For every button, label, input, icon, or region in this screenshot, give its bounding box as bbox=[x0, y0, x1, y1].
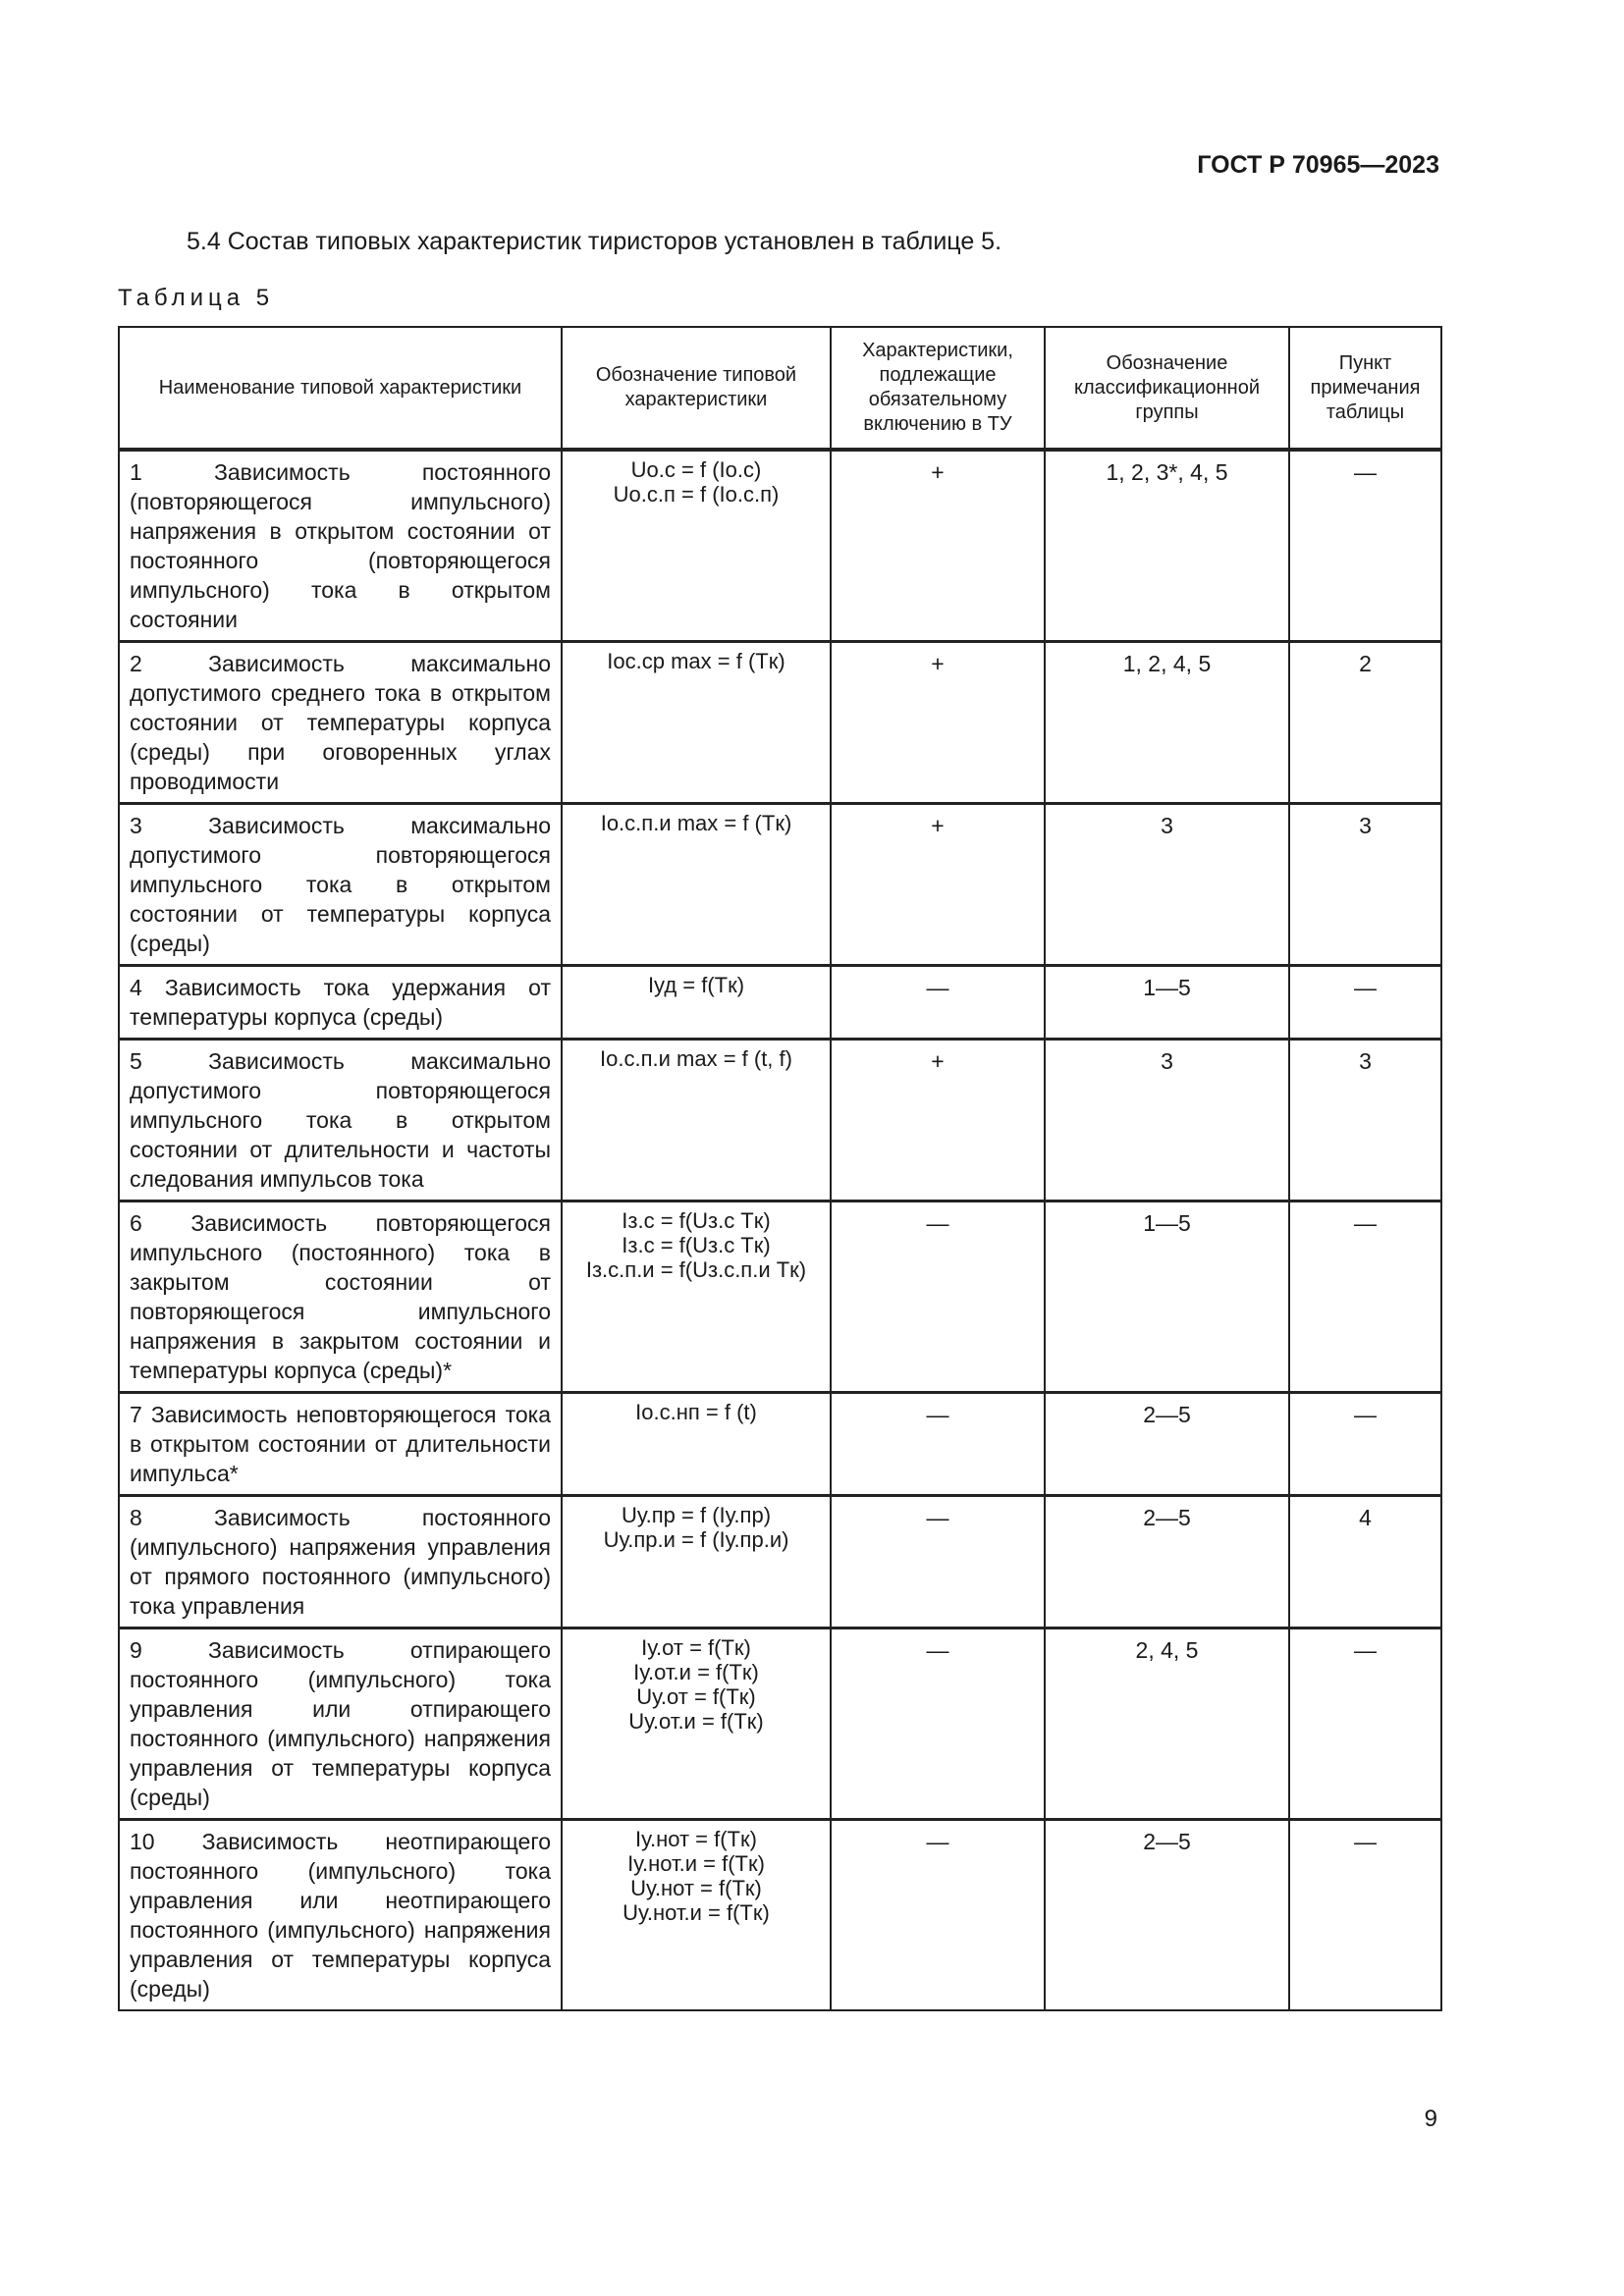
symbol-formula: Uо.с.п = f (Iо.с.п) bbox=[613, 482, 780, 507]
row-name: 7 Зависимость неповторяющегося тока в открытом состоянии от длительности импульса* bbox=[119, 1393, 562, 1496]
symbol-formula: Uу.от = f(Tк) bbox=[636, 1684, 756, 1709]
row-mandatory: — bbox=[831, 1393, 1045, 1496]
row-mandatory: — bbox=[831, 966, 1045, 1040]
row-mandatory: + bbox=[831, 642, 1045, 804]
table-row bbox=[119, 1629, 1441, 1820]
row-note: — bbox=[1289, 1629, 1441, 1820]
row-note: — bbox=[1289, 1820, 1441, 2011]
row-name: 4 Зависимость тока удержания от температуры корпуса (среды) bbox=[119, 966, 562, 1040]
characteristics-table bbox=[118, 326, 1442, 2011]
row-symbols bbox=[562, 450, 831, 642]
row-symbols bbox=[562, 1040, 831, 1201]
row-name: 6 Зависимость повторяющегося импульсного (постоянного) тока в закрытом состоянии от повторяющегося импульсного напряжения в закрытом состоянии и температуры корпуса (среды)* bbox=[119, 1201, 562, 1393]
symbol-formula: Uу.нот.и = f(Tк) bbox=[623, 1900, 770, 1925]
column-header-mandatory: Характеристики, подлежащие обязательному включению в ТУ bbox=[831, 327, 1045, 450]
row-name: 10 Зависимость неотпирающего постоянного (импульсного) тока управления или неотпирающего постоянного (импульсного) напряжения управления от температуры корпуса (среды) bbox=[119, 1820, 562, 2011]
row-note: 2 bbox=[1289, 642, 1441, 804]
row-mandatory: — bbox=[831, 1629, 1045, 1820]
symbol-formula: Iу.нот = f(Tк) bbox=[635, 1827, 757, 1851]
row-note: 4 bbox=[1289, 1496, 1441, 1629]
symbol-formula: Uу.от.и = f(Tк) bbox=[628, 1709, 764, 1734]
table-row bbox=[119, 1820, 1441, 2011]
page-number: 9 bbox=[1424, 2106, 1437, 2132]
row-symbols bbox=[562, 966, 831, 1040]
table-row bbox=[119, 642, 1441, 804]
symbol-formula: Uу.пр.и = f (Iу.пр.и) bbox=[603, 1527, 789, 1552]
table-row bbox=[119, 450, 1441, 642]
symbol-formula: Iз.с = f(Uз.с Tк) bbox=[622, 1233, 771, 1257]
row-symbols bbox=[562, 1393, 831, 1496]
row-mandatory: — bbox=[831, 1820, 1045, 2011]
symbol-formula: Iо.с.нп = f (t) bbox=[635, 1400, 757, 1424]
row-name: 5 Зависимость максимально допустимого повторяющегося импульсного тока в открытом состоянии от длительности и частоты следования импульсов тока bbox=[119, 1040, 562, 1201]
symbol-formula: Iу.нот.и = f(Tк) bbox=[627, 1851, 765, 1876]
symbol-formula: Uо.с = f (Iо.с) bbox=[630, 457, 762, 482]
table-header-row bbox=[119, 327, 1441, 450]
row-group: 1, 2, 3*, 4, 5 bbox=[1045, 450, 1289, 642]
symbol-formula: Iо.с.п.и max = f (t, f) bbox=[600, 1046, 792, 1071]
symbol-formula: Iу.от = f(Tк) bbox=[641, 1635, 751, 1660]
symbol-formula: Iу.от.и = f(Tк) bbox=[633, 1660, 759, 1684]
symbol-formula: Iз.с = f(Uз.с Tк) bbox=[622, 1208, 771, 1233]
row-mandatory: + bbox=[831, 450, 1045, 642]
symbol-formula: Uу.пр = f (Iу.пр) bbox=[621, 1503, 772, 1527]
column-header-group: Обозначение классификационной группы bbox=[1045, 327, 1289, 450]
row-mandatory: + bbox=[831, 804, 1045, 966]
table-row bbox=[119, 966, 1441, 1040]
row-mandatory: + bbox=[831, 1040, 1045, 1201]
column-header-symbol: Обозначение типовой характеристики bbox=[562, 327, 831, 450]
table-row bbox=[119, 1201, 1441, 1393]
row-symbols bbox=[562, 804, 831, 966]
table-row bbox=[119, 1496, 1441, 1629]
row-group: 2, 4, 5 bbox=[1045, 1629, 1289, 1820]
symbol-formula: Iуд = f(Tк) bbox=[647, 973, 745, 997]
row-note: — bbox=[1289, 966, 1441, 1040]
row-group: 1—5 bbox=[1045, 1201, 1289, 1393]
row-mandatory: — bbox=[831, 1201, 1045, 1393]
intro-paragraph: 5.4 Состав типовых характеристик тиристоров установлен в таблице 5. bbox=[187, 228, 1002, 255]
table-caption: Таблица 5 bbox=[118, 285, 275, 311]
row-group: 2—5 bbox=[1045, 1393, 1289, 1496]
symbol-formula: Iо.с.п.и max = f (Tк) bbox=[600, 811, 792, 835]
row-mandatory: — bbox=[831, 1496, 1045, 1629]
column-header-name: Наименование типовой характеристики bbox=[119, 327, 562, 450]
row-symbols bbox=[562, 1820, 831, 2011]
row-symbols bbox=[562, 1629, 831, 1820]
row-group: 1—5 bbox=[1045, 966, 1289, 1040]
table-row bbox=[119, 1393, 1441, 1496]
row-note: — bbox=[1289, 1201, 1441, 1393]
row-symbols bbox=[562, 642, 831, 804]
row-note: — bbox=[1289, 450, 1441, 642]
row-group: 3 bbox=[1045, 1040, 1289, 1201]
table-row bbox=[119, 804, 1441, 966]
document-header: ГОСТ Р 70965—2023 bbox=[1197, 151, 1439, 179]
row-name: 9 Зависимость отпирающего постоянного (импульсного) тока управления или отпирающего постоянного (импульсного) напряжения управления от температуры корпуса (среды) bbox=[119, 1629, 562, 1820]
row-name: 8 Зависимость постоянного (импульсного) напряжения управления от прямого постоянного (импульсного) тока управления bbox=[119, 1496, 562, 1629]
symbol-formula: Uу.нот = f(Tк) bbox=[630, 1876, 762, 1900]
row-note: 3 bbox=[1289, 804, 1441, 966]
row-group: 2—5 bbox=[1045, 1820, 1289, 2011]
row-name: 2 Зависимость максимально допустимого среднего тока в открытом состоянии от температуры корпуса (среды) при оговоренных углах проводимости bbox=[119, 642, 562, 804]
symbol-formula: Iос.ср max = f (Tк) bbox=[607, 649, 785, 673]
row-symbols bbox=[562, 1201, 831, 1393]
row-group: 3 bbox=[1045, 804, 1289, 966]
row-group: 2—5 bbox=[1045, 1496, 1289, 1629]
row-note: — bbox=[1289, 1393, 1441, 1496]
column-header-note: Пункт примечания таблицы bbox=[1289, 327, 1441, 450]
row-group: 1, 2, 4, 5 bbox=[1045, 642, 1289, 804]
row-name: 1 Зависимость постоянного (повторяющегося импульсного) напряжения в открытом состоянии от постоянного (повторяющегося импульсного) тока в открытом состоянии bbox=[119, 450, 562, 642]
symbol-formula: Iз.с.п.и = f(Uз.с.п.и Tк) bbox=[585, 1257, 807, 1282]
row-name: 3 Зависимость максимально допустимого повторяющегося импульсного тока в открытом состоянии от температуры корпуса (среды) bbox=[119, 804, 562, 966]
table-row bbox=[119, 1040, 1441, 1201]
row-note: 3 bbox=[1289, 1040, 1441, 1201]
row-symbols bbox=[562, 1496, 831, 1629]
